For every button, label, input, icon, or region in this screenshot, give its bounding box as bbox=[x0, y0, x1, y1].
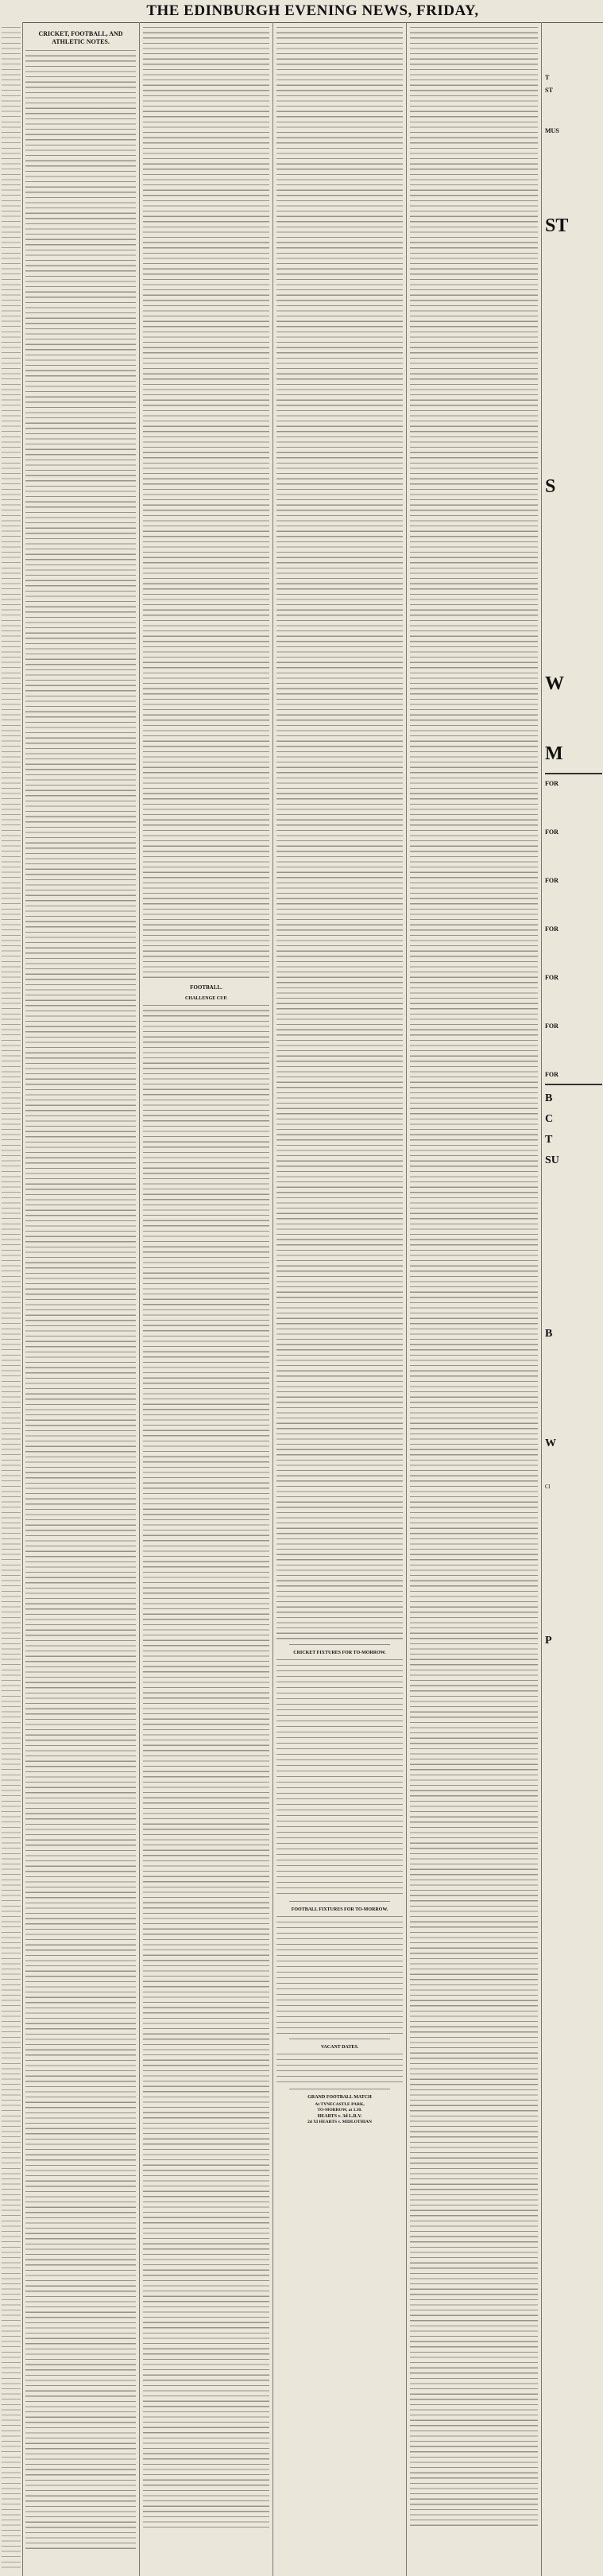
column-5 bbox=[410, 25, 538, 2570]
column-1-clipped bbox=[2, 25, 21, 2570]
advert-fragment: FOR bbox=[545, 1071, 559, 1078]
article-body bbox=[410, 25, 538, 2530]
advert-fragment: C bbox=[545, 1113, 554, 1125]
advert-fragment: P bbox=[545, 1635, 552, 1647]
advert-fragment: B bbox=[545, 1328, 553, 1340]
advert-fragment: M bbox=[545, 743, 563, 764]
grand-match-sub: 2d XI HEARTS v. MIDLOTHIAN bbox=[307, 2120, 372, 2124]
masthead: THE EDINBURGH EVENING NEWS, FRIDAY, bbox=[22, 0, 603, 23]
football-fixtures-heading: FOOTBALL FIXTURES FOR TO-MORROW. bbox=[291, 1907, 388, 1912]
grand-match-title: GRAND FOOTBALL MATCH bbox=[307, 2095, 372, 2100]
section-subheading: CHALLENGE CUP. bbox=[184, 996, 228, 1001]
advert-fragment: ST bbox=[545, 215, 569, 236]
cricket-fixtures-heading: CRICKET FIXTURES FOR TO-MORROW. bbox=[293, 1651, 386, 1655]
grand-match-time: TO-MORROW, at 3.30. bbox=[317, 2108, 362, 2112]
advert-fragment: FOR bbox=[545, 780, 559, 787]
advert-fragment: FOR bbox=[545, 877, 559, 884]
vacant-dates-heading: VACANT DATES. bbox=[320, 2045, 359, 2050]
article-body bbox=[143, 1003, 269, 2530]
football-fixtures-list bbox=[276, 1915, 403, 2034]
column-rule bbox=[139, 22, 140, 2576]
article-body bbox=[276, 25, 403, 1639]
article-body bbox=[25, 48, 136, 2553]
article-heading: CRICKET, FOOTBALL, AND ATHLETIC NOTES. bbox=[38, 30, 123, 45]
column-2 bbox=[25, 25, 136, 2570]
section-heading: FOOTBALL. bbox=[190, 984, 222, 991]
grand-match-teams: HEARTS v. 3d L.R.V. bbox=[317, 2114, 362, 2119]
clipped-article-text bbox=[2, 25, 21, 2570]
advert-fragment: SU bbox=[545, 1154, 559, 1166]
column-rule bbox=[541, 22, 542, 2576]
advert-fragment: FOR bbox=[545, 828, 559, 836]
advert-fragment: MUS bbox=[545, 127, 559, 134]
column-6-adverts bbox=[545, 25, 602, 2570]
advert-fragment: Cl bbox=[545, 1484, 551, 1490]
advert-fragment: T bbox=[545, 74, 550, 81]
advert-fragment: B bbox=[545, 1092, 553, 1104]
divider bbox=[289, 1644, 390, 1645]
grand-match-venue: At TYNECASTLE PARK, bbox=[315, 2102, 365, 2107]
advert-rule bbox=[545, 773, 602, 774]
divider bbox=[289, 1901, 390, 1902]
advert-fragment: FOR bbox=[545, 925, 559, 933]
advert-fragment: T bbox=[545, 1134, 553, 1146]
column-rule bbox=[406, 22, 407, 2576]
article-body bbox=[143, 25, 269, 980]
advert-fragment: W bbox=[545, 673, 564, 694]
advert-fragment: W bbox=[545, 1437, 556, 1449]
cricket-fixtures-list bbox=[276, 1658, 403, 1896]
advert-fragment: FOR bbox=[545, 1022, 559, 1030]
column-4 bbox=[276, 25, 403, 2570]
advert-rule bbox=[545, 1084, 602, 1085]
advert-fragment: S bbox=[545, 476, 556, 497]
vacant-dates-list bbox=[276, 2052, 403, 2084]
advert-fragment: FOR bbox=[545, 974, 559, 981]
advert-fragment: ST bbox=[545, 87, 553, 94]
column-rule bbox=[22, 22, 23, 2576]
column-3 bbox=[143, 25, 269, 2570]
